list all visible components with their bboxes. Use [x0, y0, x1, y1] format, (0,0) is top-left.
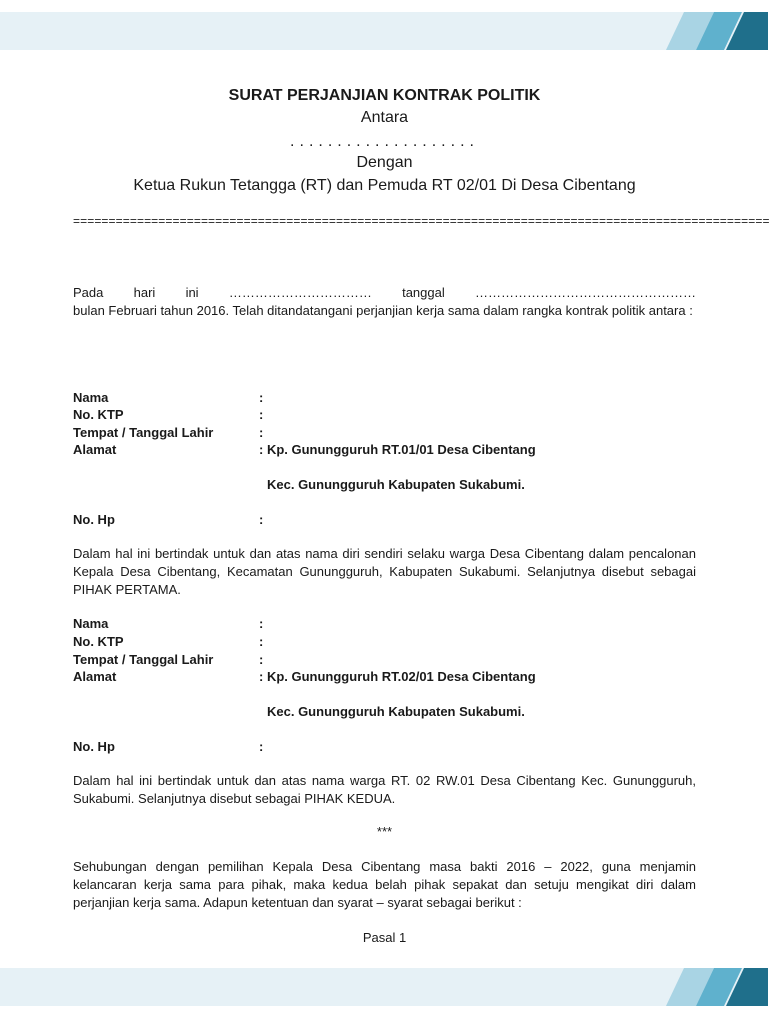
party1-alamat-label: Alamat	[73, 442, 117, 457]
party1-hp-colon: :	[259, 512, 264, 527]
party2-hp-colon: :	[259, 739, 264, 754]
party2-nama-colon: :	[259, 616, 264, 631]
party1-alamat-value: : Kp. Gunungguruh RT.01/01 Desa Cibentang	[259, 442, 536, 457]
party1-ktp-colon: :	[259, 407, 264, 422]
antara-label: Antara	[360, 109, 409, 126]
intro-word: Pada	[73, 285, 104, 300]
party2-ktp-colon: :	[259, 634, 264, 649]
intro-word: ini	[185, 285, 199, 300]
party2-description: Dalam hal ini bertindak untuk dan atas nama warga RT. 02 RW.01 Desa Cibentang Kec. Gunungguruh, Sukabumi. Selanjutnya disebut sebagai PIHAK KEDUA.	[73, 773, 696, 806]
party1-hp-label: No. Hp	[73, 512, 115, 527]
closing-paragraph: Sehubungan dengan pemilihan Kepala Desa Cibentang masa bakti 2016 – 2022, guna menjamin kelancaran kerja sama para pihak, maka kedua belah pihak sepakat dan setuju mengikat diri dalam perjanjian kerja sama. Adapun ketentuan dan syarat – syarat sebagai berikut :	[73, 859, 696, 910]
party2-ttl-label: Tempat / Tanggal Lahir	[73, 652, 214, 667]
party2-alamat-label: Alamat	[73, 669, 117, 684]
document-title: SURAT PERJANJIAN KONTRAK POLITIK	[228, 87, 541, 104]
party1-ttl-label: Tempat / Tanggal Lahir	[73, 425, 214, 440]
party1-ttl-colon: :	[259, 425, 264, 440]
intro-paragraph: bulan Februari tahun 2016. Telah ditandatangani perjanjian kerja sama dalam rangka kontrak politik antara :	[73, 303, 693, 318]
document-subtitle: Ketua Rukun Tetangga (RT) dan Pemuda RT 02/01 Di Desa Cibentang	[133, 177, 636, 194]
intro-word: tanggal	[402, 285, 445, 300]
party2-nama-label: Nama	[73, 616, 109, 631]
party2-hp-label: No. Hp	[73, 739, 115, 754]
pasal-heading: Pasal 1	[362, 930, 407, 945]
party2-ktp-label: No. KTP	[73, 634, 124, 649]
section-divider-stars: ***	[376, 824, 393, 839]
intro-first-line	[73, 284, 696, 302]
intro-word: hari	[133, 285, 156, 300]
party1-description: Dalam hal ini bertindak untuk dan atas nama diri sendiri selaku warga Desa Cibentang dalam pencalonan Kepala Desa Cibentang, Kecamatan Gunungguruh, Kabupaten Sukabumi. Selanjutnya disebut sebagai PIHAK PERTAMA.	[73, 546, 696, 597]
party1-ktp-label: No. KTP	[73, 407, 124, 422]
party-placeholder-dots: ....................	[290, 133, 479, 150]
intro-date-blank: ……………………………………………	[474, 285, 696, 300]
party2-alamat-value: : Kp. Gunungguruh RT.02/01 Desa Cibentang	[259, 669, 536, 684]
intro-day-blank: ……………………………	[228, 285, 372, 300]
party1-nama-label: Nama	[73, 390, 109, 405]
dengan-label: Dengan	[356, 154, 413, 171]
party2-alamat-value-line2: Kec. Gunungguruh Kabupaten Sukabumi.	[267, 704, 525, 719]
party1-nama-colon: :	[259, 390, 264, 405]
party2-ttl-colon: :	[259, 652, 264, 667]
separator-line: ==================================================================================================	[73, 214, 770, 228]
party1-alamat-value-line2: Kec. Gunungguruh Kabupaten Sukabumi.	[267, 477, 525, 492]
